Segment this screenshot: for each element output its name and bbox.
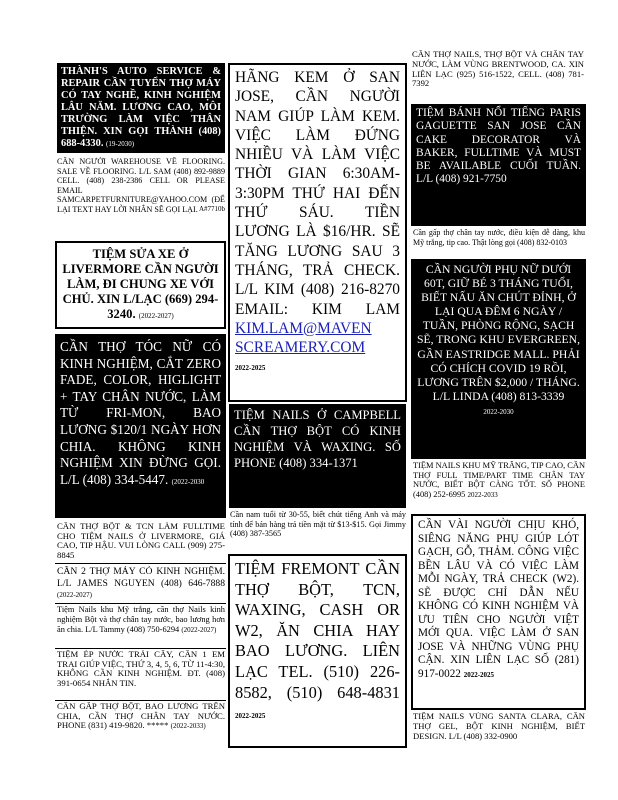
ad-code: 2022-2033 <box>467 490 498 499</box>
ad-nails-tammy <box>57 605 225 647</box>
ad-code: A#7710b <box>198 204 225 213</box>
ad-text: CẦN THỢ TÓC NỮ CÓ KINH NGHIỆM, CẮT ZERO FADE, COLOR, HIGLIGHT + TAY CHÂN NƯỚC, LÀM TỪ FRI-MON, BAO LƯƠNG $120/1 NGÀY HƠN CHIA. KHÔNG KINH NGHIỆM XIN ĐỪNG GỌI. L/L (408) 334-5447. <box>60 339 221 487</box>
ad-nails-livermore <box>57 522 225 562</box>
ad-text: TIỆM NAILS KHU MỸ TRẮNG, TIP CAO, CẦN THỢ FULL TIME/PART TIME CHÂN TAY NƯỚC, BIẾT BỘT CÀNG TỐT. SỐ PHONE (408) 252-6995 <box>413 461 585 499</box>
ad-nails-white-area <box>413 461 585 513</box>
ad-nail-tech-urgent <box>57 702 225 746</box>
ad-flooring <box>57 157 225 237</box>
ad-hair-stylist <box>55 334 226 518</box>
ad-code: (2022-2027) <box>181 625 217 634</box>
ad-text: TIỆM NAILS VÙNG SANTA CLARA, CẦN THỢ GEL, BỘT KINH NGHIỆM, BIẾT DESIGN. L/L (408) 332-0900 <box>413 712 585 741</box>
ad-text: CẦN THỢ BỘT & TCN LÀM FULLTIME CHO TIỆM NAILS Ở LIVERMORE, GIÁ CAO, TIP HẬU. VUI LÒNG CALL (909) 275-8845 <box>57 522 225 560</box>
ad-email-link[interactable]: KIM.LAM@MAVEN SCREAMERY.COM <box>235 319 372 357</box>
ad-text: THÀNH'S AUTO SERVICE & REPAIR CẦN TUYỂN THỢ MÁY CÓ TAY NGHỀ, KINH NGHIỆM LÂU NĂM. LƯƠNG CAO, MÔI TRƯỜNG LÀM VIỆC THÂN THIỆN. XIN GỌI THÀNH (408) 688-4330. <box>61 66 221 149</box>
ad-text: TIỆM FREMONT CẦN THỢ BỘT, TCN, WAXING, CASH OR W2, ĂN CHIA HAY BAO LƯƠNG. LIÊN LẠC TEL. (510) 226-8582, (510) 648-4831 <box>235 559 400 702</box>
ad-auto-repair-livermore <box>55 241 226 329</box>
ad-text: Cần nam tuổi từ 30-55, biết chút tiếng Anh và máy tính để bán hàng trả tiền mặt từ $13-$15. Gọi Jimmy (408) 387-3565 <box>230 510 406 539</box>
ad-code: 2022-2025 <box>463 670 495 679</box>
ad-nanny <box>411 259 586 459</box>
ad-ice-cream <box>228 63 407 402</box>
ad-santa-clara-nails <box>413 712 585 756</box>
ad-code: (2022-2033) <box>170 722 206 731</box>
ad-flooring-helpers <box>411 514 586 710</box>
divider <box>55 700 226 701</box>
ad-text: TIỆM ÉP NƯỚC TRÁI CÂY, CẦN 1 EM TRAI GIÚP VIỆC, THỨ 3, 4, 5, 6, TỪ 11-4:30, KHÔNG CẦN KINH NGHIỆM. ĐT. (408) 391-0654 NHẮN TIN. <box>57 650 225 689</box>
ad-nail-tech-easy <box>413 228 585 258</box>
ad-fremont-nails <box>228 554 407 748</box>
divider <box>55 563 226 564</box>
ad-juice-shop <box>57 650 225 700</box>
ad-code: (2022-2030 <box>171 477 205 486</box>
ad-brentwood-nails <box>412 50 584 104</box>
ad-nails-campbell <box>229 404 406 508</box>
ad-code: (19-2030) <box>106 140 135 148</box>
ad-text: HÃNG KEM Ở SAN JOSE, CẦN NGƯỜI NAM GIÚP LÀM KEM. VIỆC LÀM ĐỨNG NHIỀU VÀ LÀM VIỆC THỜI GIAN 6:30AM-3:30PM THỨ HAI ĐẾN THỨ SÁU. TIỀN LƯƠNG LÀ $16/HR. SẼ TĂNG LƯƠNG SAU 3 THÁNG, TRẢ CHECK. L/L KIM (408) 216-8270 EMAIL: KIM LAM <box>235 69 400 318</box>
ad-text: TIỆM BÁNH NỔI TIẾNG PARIS GAGUETTE SAN JOSE CẦN CAKE DECORATOR VÀ BAKER, FULLTIME VÀ MUST BE AVAILABLE CUỐI TUẦN. L/L (408) 921-7750 <box>416 107 581 186</box>
ad-sales-cash <box>230 510 406 552</box>
ad-mechanics <box>57 566 225 602</box>
divider <box>55 648 226 649</box>
ad-code: 2022-2025 <box>235 712 266 721</box>
ad-text: CẦN VÀI NGƯỜI CHỊU KHÓ, SIÊNG NĂNG PHỤ GIÚP LÓT GẠCH, GỖ, THẢM. CÔNG VIỆC BỀN LÂU VÀ CÓ VIỆC LÀM MỖI NGÀY, TRẢ CHECK (W2). SẼ ĐƯỢC CHỈ DẪN NẾU KHÔNG CÓ KINH NGHIỆM VÀ ƯU TIÊN CHO NGƯỜI VIỆT MỚI QUA. VIỆC LÀM Ở SAN JOSE VÀ NHỮNG VÙNG PHỤ CẬN. XIN LIÊN LẠC SỐ (281) 917-0022 <box>418 519 579 680</box>
ad-text: CẦN 2 THỢ MÁY CÓ KINH NGHIỆM. L/L JAMES NGUYEN (408) 646-7888 <box>57 566 225 589</box>
ad-code: 2022-2025 <box>235 364 266 373</box>
ad-text: Tiệm Nails khu Mỹ trắng, cần thợ Nails kinh nghiệm Bột và thợ chân tay nước, bao lương hơn ăn chia. L/L Tammy (408) 750-6294 <box>57 605 225 634</box>
ad-text: CẦN NGƯỜI PHỤ NỮ DƯỚI 60T, GIỮ BÉ 3 THÁNG TUỔI, BIẾT NẤU ĂN CHÚT ĐỈNH, Ở LẠI QUA ĐÊM 6 NGÀY / TUẦN, PHÒNG RỘNG, SẠCH SẼ, TRONG KHU EVERGREEN, GẦN EASTRIDGE MALL. PHẢI CÓ CHÍCH COVID 19 RỒI, LƯƠNG TRÊN $2,000 / THÁNG. L/L LINDA (408) 813-3339 <box>416 263 581 403</box>
ad-code: (2022-2027) <box>57 591 92 600</box>
ad-text: TIỆM SỬA XE Ở LIVERMORE CẦN NGƯỜI LÀM, ĐI CHUNG XE VỚI CHỦ. XIN L/LẠC (669) 294-3240. <box>62 247 219 321</box>
ad-text: CẦN GẤP THỢ BỘT, BAO LƯƠNG TRÊN CHIA, CẦN THỢ CHÂN TAY NƯỚC. PHONE (831) 419-9820. ***** <box>57 702 225 731</box>
ad-code: (2022-2027) <box>138 312 174 320</box>
ad-text: TIỆM NAILS Ở CAMPBELL CẦN THỢ BỘT CÓ KINH NGHIỆM VÀ WAXING. SỐ PHONE (408) 334-1371 <box>234 408 401 470</box>
ad-code: 2022-2030 <box>483 407 514 416</box>
divider <box>55 603 226 604</box>
ad-text: CẦN THỢ NAILS, THỢ BỘT VÀ CHÂN TAY NƯỚC, LÀM VÙNG BRENTWOOD, CA. XIN LIÊN LẠC (925) 516-1522, CELL. (408) 781-7392 <box>412 50 584 89</box>
ad-text: Cần gấp thợ chân tay nước, điều kiện dễ dàng, khu Mỹ trắng, tip cao. Thật lòng gọi (408) 832-0103 <box>413 228 585 247</box>
ad-auto-service <box>57 63 225 153</box>
ad-bakery <box>411 104 586 226</box>
ad-text: CẦN NGƯỜI WAREHOUSE VỀ FLOORING. SALE VỀ FLOORING. L/L SAM (408) 892-9889 CELL. (408) 238-2386 CELL OR PLEASE EMAIL SAMCARPETFURNITURE@YAHOO.COM (ĐỂ LẠI TEXT HAY LỜI NHẮN SẼ GỌI LẠI. <box>57 157 225 214</box>
